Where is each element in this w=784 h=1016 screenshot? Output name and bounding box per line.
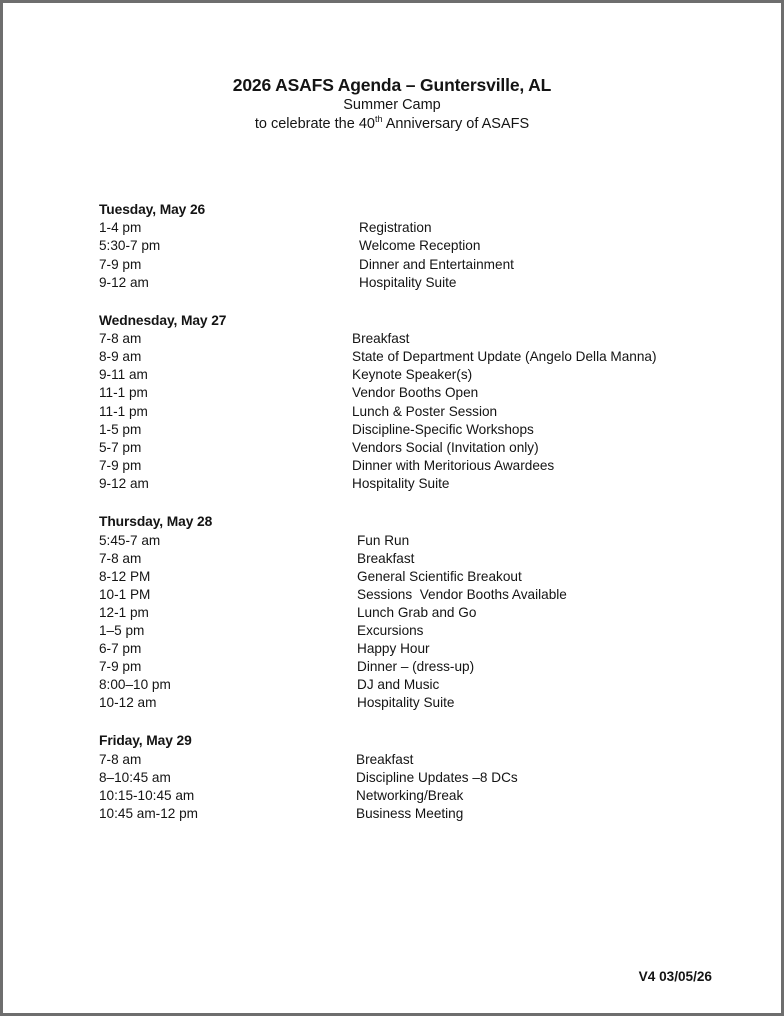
agenda-row-time: 7-8 am [99,550,142,566]
agenda-row-time: 7-9 pm [99,256,142,272]
agenda-row [99,694,781,712]
agenda-row-description: Breakfast [352,331,410,347]
agenda-row-time: 1-4 pm [99,220,142,236]
agenda-row-time: 5-7 pm [99,439,142,455]
agenda-schedule [3,201,781,824]
agenda-row [99,805,781,823]
agenda-row-time: 5:30-7 pm [99,238,161,254]
agenda-row-description: Hospitality Suite [359,274,457,290]
agenda-row-description: Excursions [357,623,424,638]
agenda-row [99,751,781,769]
ordinal-superscript: th [374,114,383,125]
agenda-row-description: Hospitality Suite [352,475,450,491]
agenda-row [99,769,781,787]
day-heading: Tuesday, May 26 [99,201,206,217]
agenda-row-description: Dinner with Meritorious Awardees [352,457,555,473]
agenda-row [99,384,781,402]
agenda-row-time: 8–10:45 am [99,770,171,786]
agenda-row [99,568,781,586]
agenda-row [99,439,781,457]
agenda-row [99,421,781,439]
day-heading: Thursday, May 28 [99,514,213,530]
agenda-row-time: 8:00–10 pm [99,677,171,693]
agenda-row [99,274,781,292]
agenda-row-description: General Scientific Breakout [357,568,522,584]
agenda-row [99,604,781,622]
agenda-row-time: 9-11 am [99,367,148,383]
agenda-row-description: Breakfast [357,550,415,566]
agenda-row-description: Vendors Social (Invitation only) [352,439,539,455]
agenda-row-time: 12-1 pm [99,604,149,620]
agenda-row-description: Dinner – (dress-up) [357,659,475,675]
day-heading: Friday, May 29 [99,733,192,749]
agenda-row-description: Welcome Reception [359,238,481,254]
agenda-row-description: Dinner and Entertainment [359,256,514,272]
agenda-row [99,366,781,384]
agenda-row [99,550,781,568]
agenda-row-description: Sessions Vendor Booths Available [357,586,567,602]
agenda-row-time: 10:15-10:45 am [99,788,195,804]
agenda-row-description: Lunch & Poster Session [352,403,498,419]
agenda-row-description: Discipline Updates –8 DCs [356,770,518,786]
document-subtitle-line-2 [3,115,781,134]
agenda-row-description: DJ and Music [357,677,440,693]
agenda-row-time: 9-12 am [99,274,149,290]
subtitle-text-after: Anniversary of ASAFS [382,115,530,132]
page-title: 2026 ASAFS Agenda – Guntersville, AL [232,75,552,95]
agenda-row-description: Registration [359,220,432,236]
day-block-thursday [99,513,781,712]
agenda-row [99,658,781,676]
agenda-row [99,256,781,274]
agenda-row-time: 11-1 pm [99,403,148,419]
agenda-row-description: Keynote Speaker(s) [352,367,473,383]
agenda-row-time: 7-8 am [99,331,142,347]
agenda-row [99,622,781,640]
agenda-row-description: State of Department Update (Angelo Della Manna) [352,349,657,365]
agenda-row-description: Business Meeting [356,806,464,822]
agenda-row-description: Hospitality Suite [357,695,455,711]
agenda-row [99,640,781,658]
agenda-row-time: 1-5 pm [99,421,142,437]
agenda-row [99,403,781,421]
day-block-friday [99,732,781,823]
agenda-row-time: 7-8 am [99,751,142,767]
agenda-row [99,237,781,255]
agenda-row [99,457,781,475]
document-header [3,3,781,134]
agenda-row [99,676,781,694]
agenda-row [99,219,781,237]
document-subtitle-line-1: Summer Camp [343,97,441,114]
agenda-row-time: 9-12 am [99,475,149,491]
agenda-row-time: 10-1 PM [99,586,151,602]
agenda-row-description: Lunch Grab and Go [357,604,477,620]
agenda-row [99,330,781,348]
day-block-tuesday [99,201,781,292]
agenda-row-time: 7-9 pm [99,659,142,675]
agenda-row-time: 6-7 pm [99,641,142,657]
agenda-row-description: Networking/Break [356,788,464,804]
agenda-row-time: 7-9 pm [99,457,142,473]
agenda-row-description: Discipline-Specific Workshops [352,421,534,437]
agenda-row-time: 10:45 am-12 pm [99,806,198,822]
agenda-row [99,532,781,550]
agenda-row [99,586,781,604]
document-version-footer: V4 03/05/26 [638,969,712,984]
day-heading: Wednesday, May 27 [99,312,227,328]
agenda-row [99,787,781,805]
agenda-row-description: Fun Run [357,532,410,548]
agenda-row-time: 8-12 PM [99,568,151,584]
agenda-row-description: Vendor Booths Open [352,385,479,401]
agenda-row-description: Breakfast [356,751,414,767]
subtitle-text-before: to celebrate the 40 [254,115,375,132]
agenda-row [99,348,781,366]
day-block-wednesday [99,312,781,493]
agenda-row-time: 8-9 am [99,349,142,365]
agenda-row-description: Happy Hour [357,641,430,657]
agenda-row-time: 5:45-7 am [99,532,161,548]
agenda-row [99,475,781,493]
agenda-row-time: 1–5 pm [99,623,145,638]
agenda-row-time: 10-12 am [99,695,157,711]
agenda-row-time: 11-1 pm [99,385,148,401]
